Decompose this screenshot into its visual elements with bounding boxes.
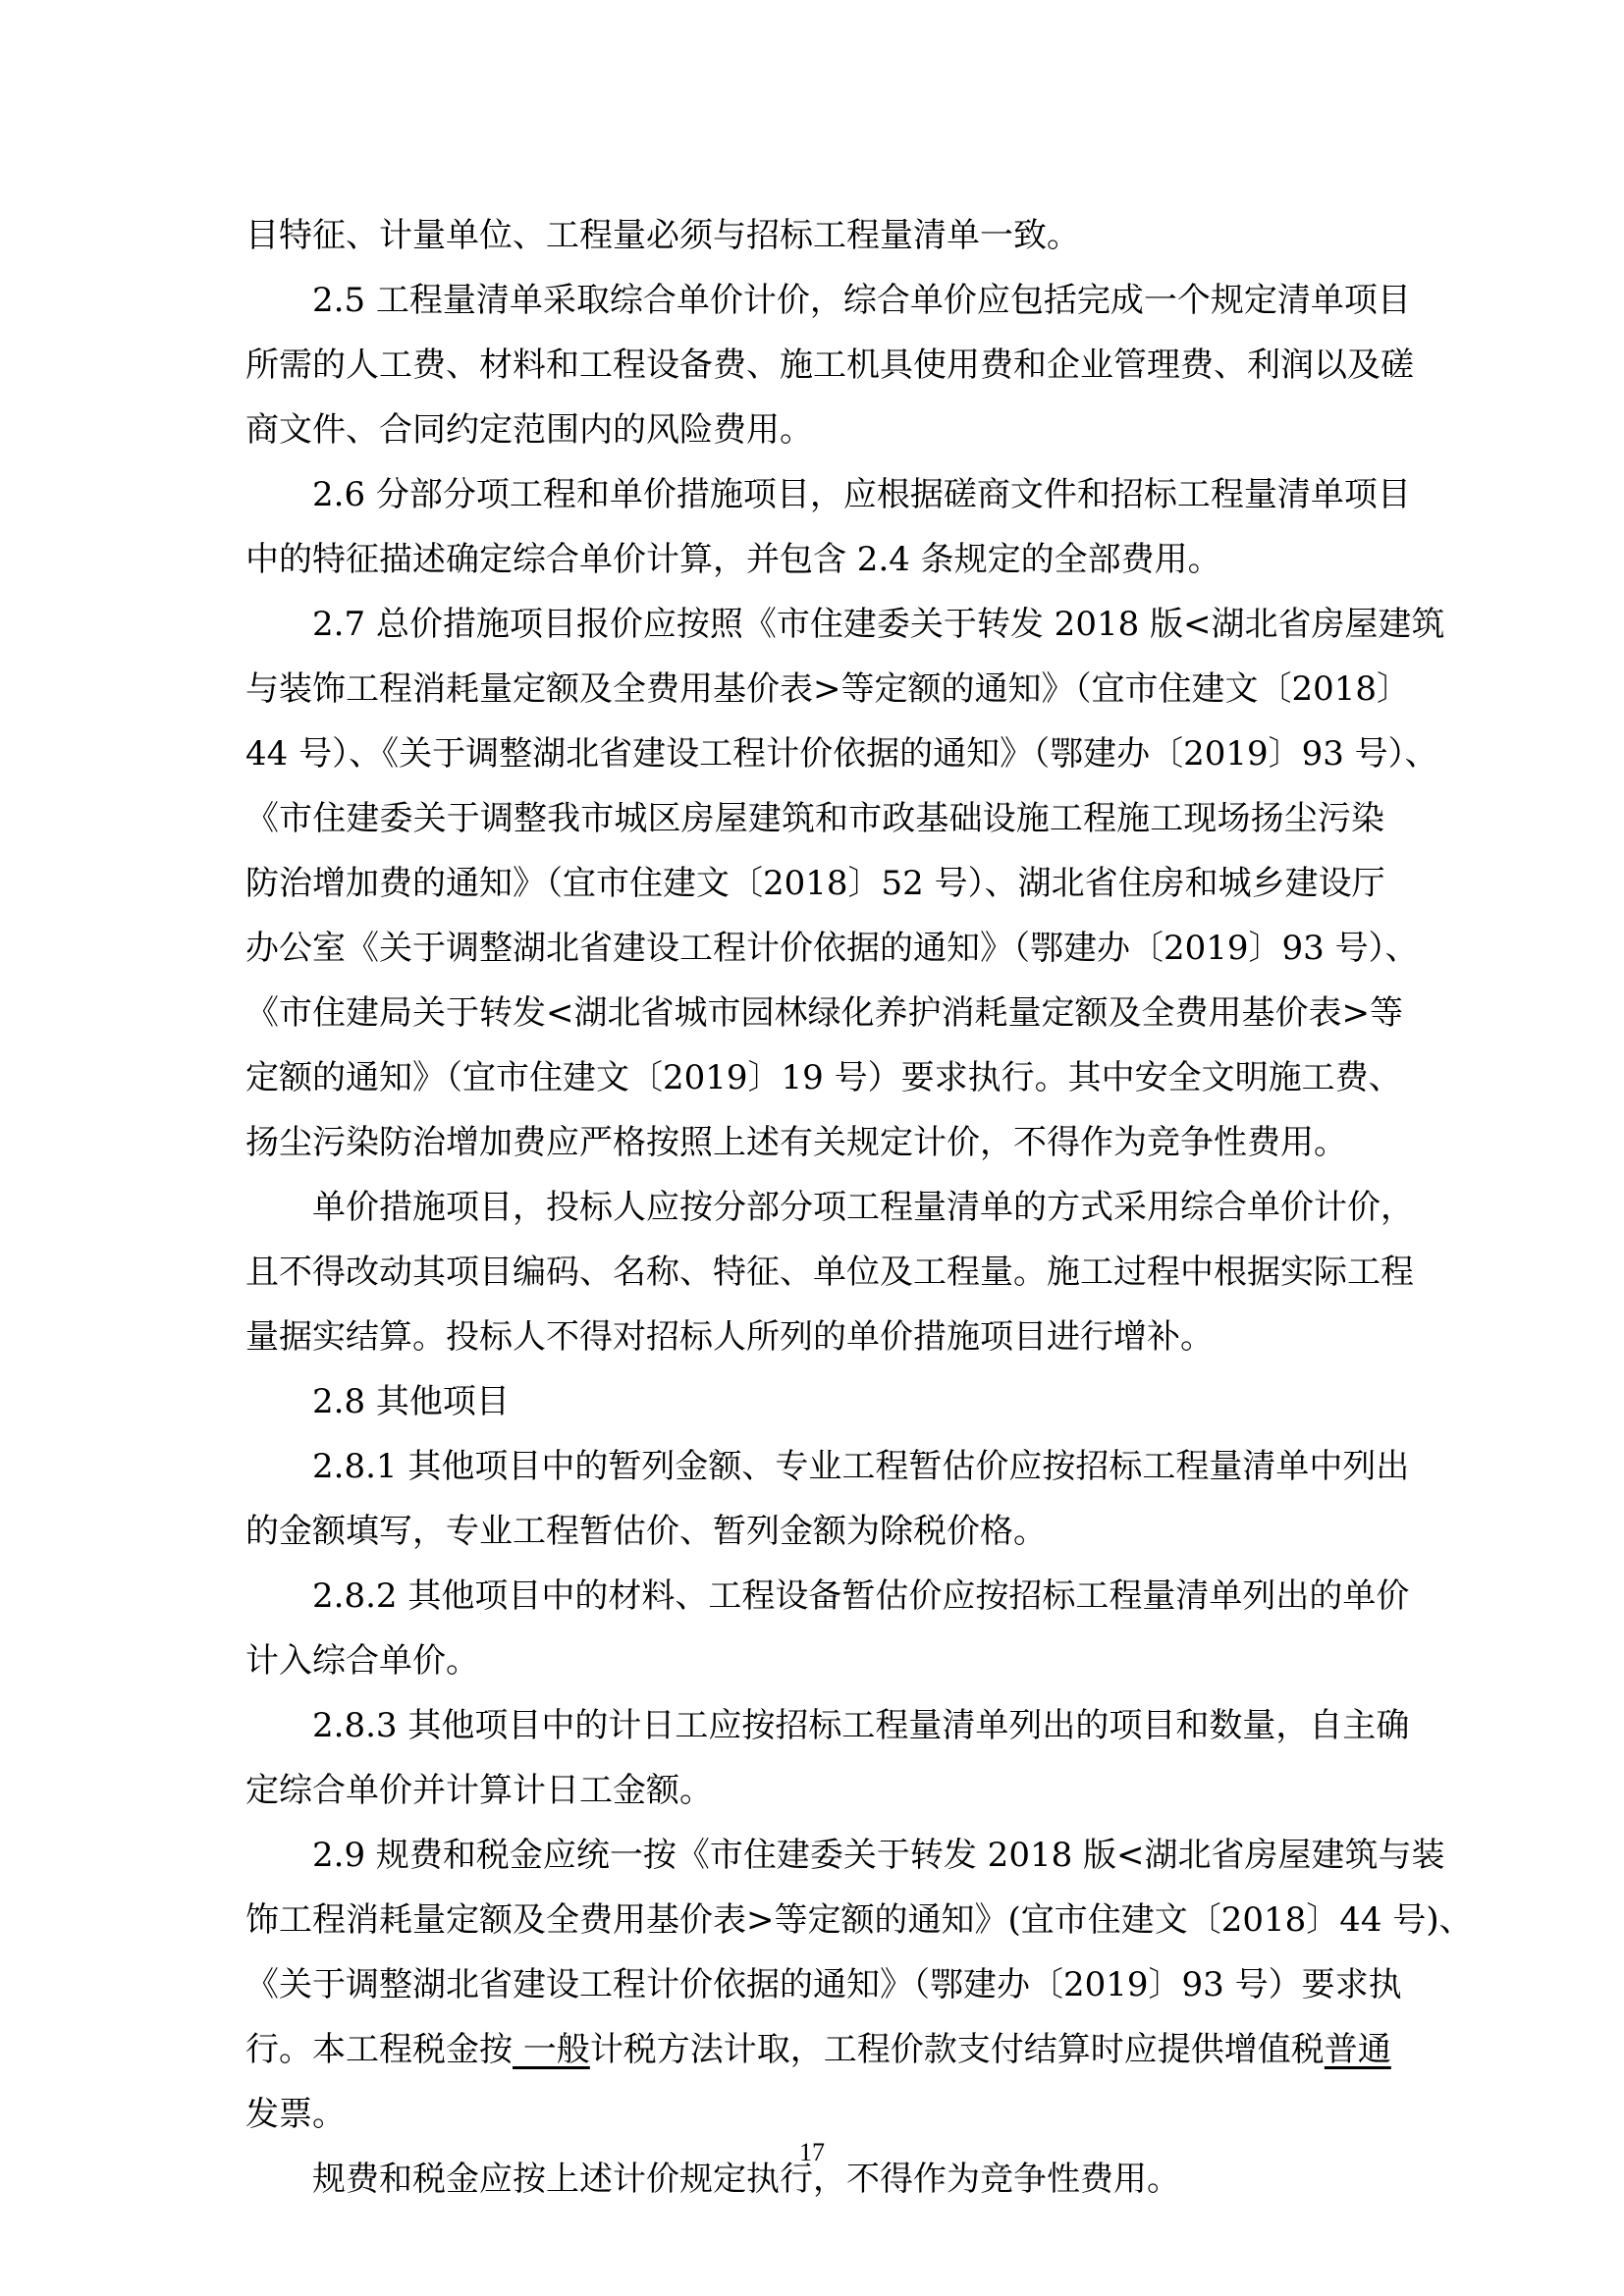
paragraph-lines (245, 203, 1473, 2017)
tax-method-line (245, 2017, 1391, 2082)
text-line: 单价措施项目，投标人应按分部分项工程量清单的方式采用综合单价计价， (312, 1188, 1414, 1227)
text-line: 2.5 工程量清单采取综合单价计价，综合单价应包括完成一个规定清单项目 (312, 281, 1411, 320)
text-line: 2.6 分部分项工程和单价措施项目，应根据磋商文件和招标工程量清单项目 (312, 475, 1411, 514)
text-line: 2.8.1 其他项目中的暂列金额、专业工程暂估价应按招标工程量清单中列出 (312, 1447, 1410, 1486)
text-line: 目特征、计量单位、工程量必须与招标工程量清单一致。 (245, 216, 1080, 255)
text-line: 商文件、合同约定范围内的风险费用。 (245, 410, 813, 450)
document-body (245, 203, 1473, 2212)
tax-line-before: 行。本工程税金按 (245, 2030, 513, 2069)
tax-line-middle: 计税方法计取，工程价款支付结算时应提供增值税 (589, 2030, 1325, 2069)
text-line: 饰工程消耗量定额及全费用基价表>等定额的通知》(宜市住建文〔2018〕44 号)、 (245, 1900, 1473, 1940)
text-line: 《市住建委关于调整我市城区房屋建筑和市政基础设施工程施工现场扬尘污染 (245, 799, 1384, 838)
text-line: 2.8 其他项目 (312, 1382, 510, 1421)
text-line: 2.9 规费和税金应统一按《市住建委关于转发 2018 版<湖北省房屋建筑与装 (312, 1836, 1445, 1875)
tax-method-underlined: 一般 (513, 2030, 590, 2069)
page-number: 17 (799, 2138, 825, 2166)
text-line: 《市住建局关于转发<湖北省城市园林绿化养护消耗量定额及全费用基价表>等 (245, 993, 1403, 1033)
text-line: 发票。 (245, 2095, 346, 2134)
text-line: 规费和税金应按上述计价规定执行，不得作为竞争性费用。 (312, 2160, 1180, 2199)
text-line: 防治增加费的通知》（宜市住建文〔2018〕52 号）、湖北省住房和城乡建设厅 (245, 864, 1385, 903)
text-line: 《关于调整湖北省建设工程计价依据的通知》（鄂建办〔2019〕93 号）要求执 (245, 1965, 1402, 2004)
text-line: 44 号）、《关于调整湖北省建设工程计价依据的通知》（鄂建办〔2019〕93 号）、 (245, 734, 1438, 774)
text-line: 量据实结算。投标人不得对招标人所列的单价措施项目进行增补。 (245, 1317, 1214, 1357)
text-line: 办公室《关于调整湖北省建设工程计价依据的通知》（鄂建办〔2019〕93 号）、 (245, 929, 1419, 968)
text-line: 计入综合单价。 (245, 1641, 479, 1681)
text-line: 所需的人工费、材料和工程设备费、施工机具使用费和企业管理费、利润以及磋 (245, 346, 1414, 385)
invoice-type-underlined: 普通 (1324, 2030, 1391, 2069)
text-line: 且不得改动其项目编码、名称、特征、单位及工程量。施工过程中根据实际工程 (245, 1253, 1414, 1292)
text-line: 定额的通知》（宜市住建文〔2019〕19 号）要求执行。其中安全文明施工费、 (245, 1058, 1402, 1097)
text-line: 扬尘污染防治增加费应严格按照上述有关规定计价，不得作为竞争性费用。 (245, 1123, 1347, 1162)
text-line: 的金额填写，专业工程暂估价、暂列金额为除税价格。 (245, 1512, 1047, 1551)
text-line: 2.8.2 其他项目中的材料、工程设备暂估价应按招标工程量清单列出的单价 (312, 1576, 1410, 1616)
text-line: 2.7 总价措施项目报价应按照《市住建委关于转发 2018 版<湖北省房屋建筑 (312, 605, 1445, 644)
text-line: 与装饰工程消耗量定额及全费用基价表>等定额的通知》（宜市住建文〔2018〕 (245, 669, 1411, 709)
text-line: 定综合单价并计算计日工金额。 (245, 1771, 713, 1810)
text-line: 中的特征描述确定综合单价计算，并包含 2.4 条规定的全部费用。 (245, 540, 1221, 579)
text-line: 2.8.3 其他项目中的计日工应按招标工程量清单列出的项目和数量，自主确 (312, 1706, 1410, 1745)
